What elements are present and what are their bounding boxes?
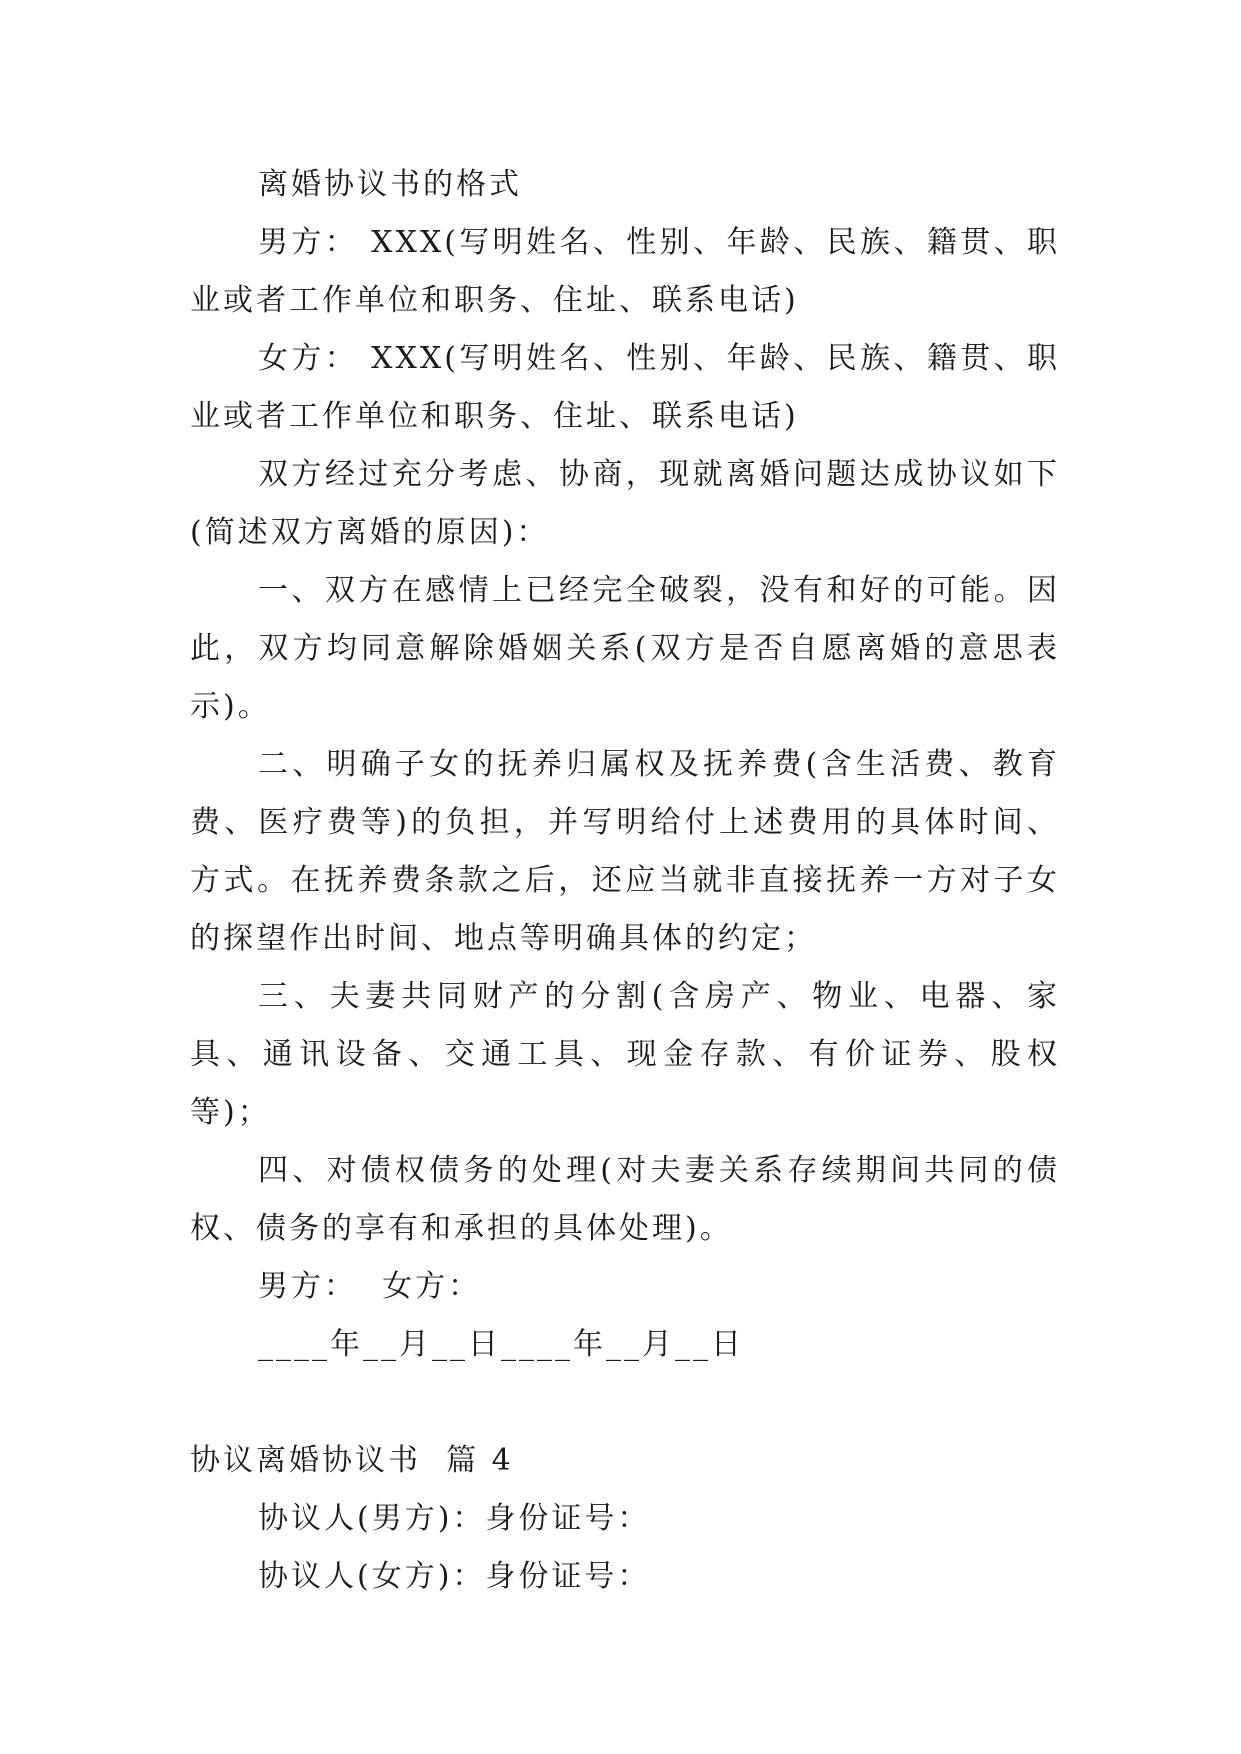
clause-2-paragraph: 二、明确子女的抚养归属权及抚养费(含生活费、教育费、医疗费等)的负担，并写明给付上述费用的具体时间、方式。在抚养费条款之后，还应当就非直接抚养一方对子女的探望作出时间、地点等明确具体的约定； bbox=[190, 747, 1060, 956]
intro-paragraph: 双方经过充分考虑、协商，现就离婚问题达成协议如下(简述双方离婚的原因)： bbox=[190, 457, 1060, 550]
party-woman-line: 协议人(女方)：身份证号： bbox=[258, 1559, 651, 1594]
section-4-heading: 协议离婚协议书 篇 4 bbox=[190, 1443, 514, 1478]
party-man-line: 协议人(男方)：身份证号： bbox=[258, 1501, 651, 1536]
clause-3-paragraph: 三、夫妻共同财产的分割(含房产、物业、电器、家具、通讯设备、交通工具、现金存款、有价证券、股权等)； bbox=[190, 979, 1060, 1130]
man-info-paragraph: 男方： XXX(写明姓名、性别、年龄、民族、籍贯、职业或者工作单位和职务、住址、联系电话) bbox=[190, 225, 1060, 318]
section-spacer bbox=[190, 1374, 1060, 1432]
signature-line: 男方： 女方： bbox=[258, 1269, 482, 1304]
woman-info-paragraph: 女方： XXX(写明姓名、性别、年龄、民族、籍贯、职业或者工作单位和职务、住址、联系电话) bbox=[190, 341, 1060, 434]
clause-1-paragraph: 一、双方在感情上已经完全破裂，没有和好的可能。因此，双方均同意解除婚姻关系(双方是否自愿离婚的意思表示)。 bbox=[190, 573, 1060, 724]
date-line: ____年__月__日____年__月__日 bbox=[258, 1327, 744, 1362]
document-title: 离婚协议书的格式 bbox=[258, 167, 522, 202]
document-page bbox=[190, 156, 1060, 1606]
clause-4-paragraph: 四、对债权债务的处理(对夫妻关系存续期间共同的债权、债务的享有和承担的具体处理)。 bbox=[190, 1153, 1060, 1246]
